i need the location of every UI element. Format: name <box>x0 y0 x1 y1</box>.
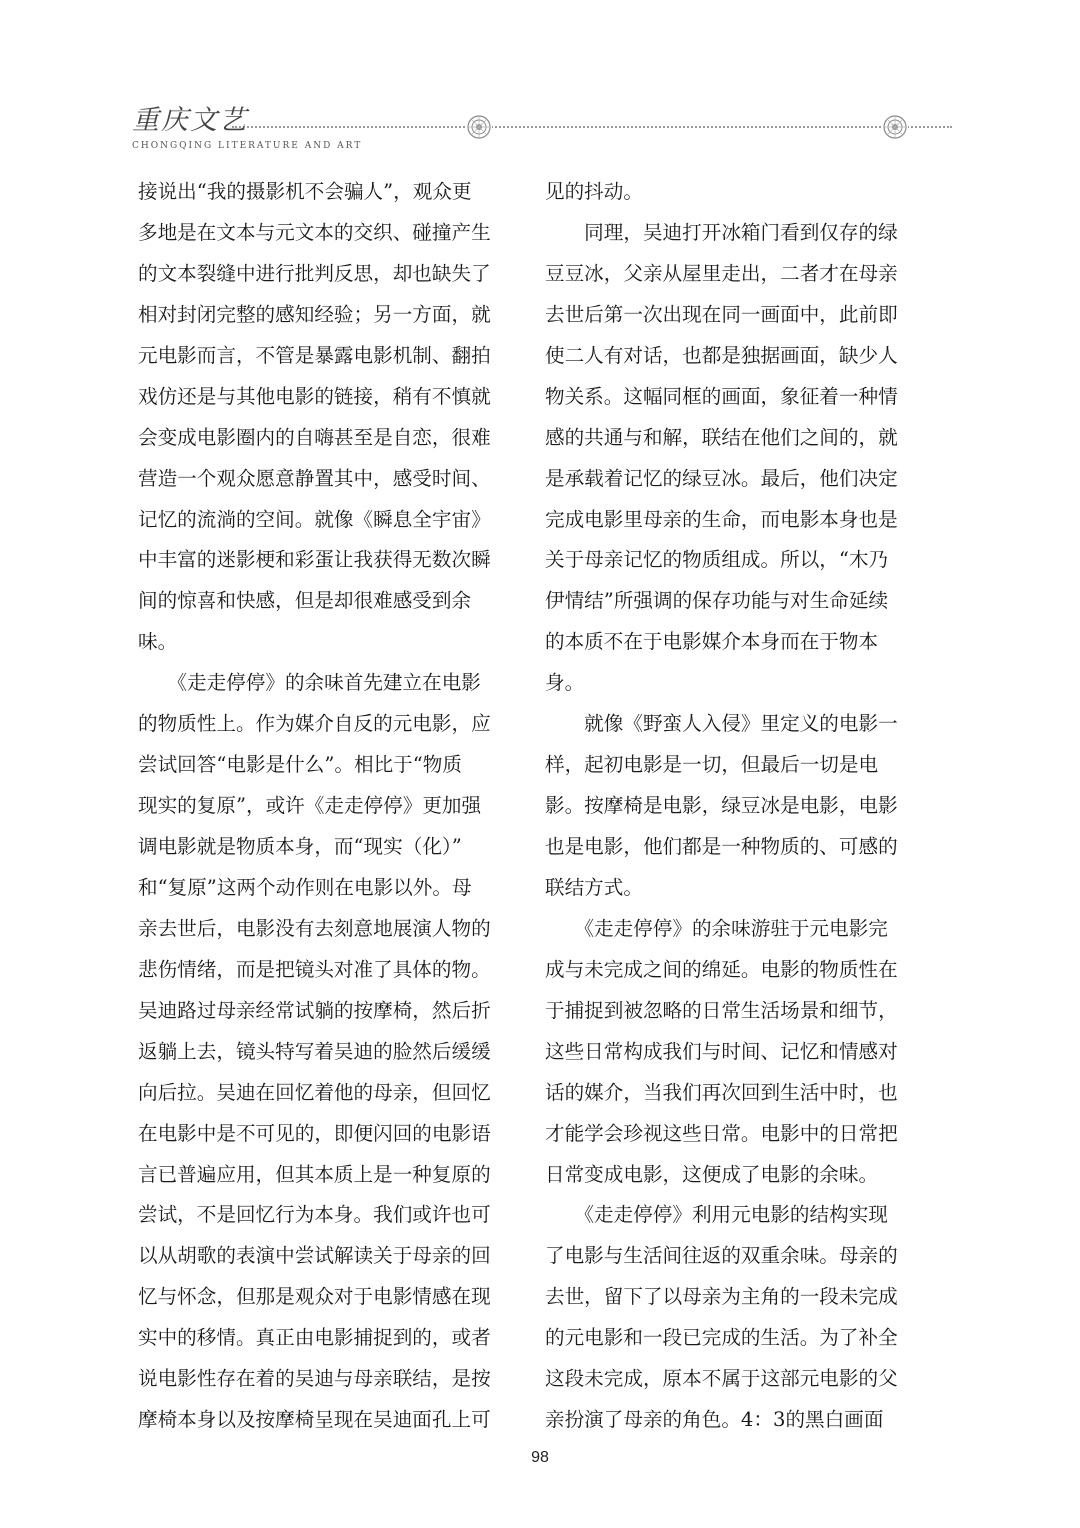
journal-logo-subtitle: CHONGQING LITERATURE AND ART <box>132 141 363 151</box>
text-line: 于捕捉到被忽略的日常生活场景和细节， <box>545 998 898 1022</box>
text-line: 亲扮演了母亲的角色。4：3的黑白画面 <box>545 1408 884 1432</box>
text-line: 同理，吴迪打开冰箱门看到仅存的绿 <box>545 220 898 244</box>
text-line: 豆豆冰，父亲从屋里走出，二者才在母亲 <box>545 261 898 285</box>
text-line: 以从胡歌的表演中尝试解读关于母亲的回 <box>138 1244 491 1268</box>
text-line: 记忆的流淌的空间。就像《瞬息全宇宙》 <box>138 507 491 531</box>
text-line: 中丰富的迷影梗和彩蛋让我获得无数次瞬 <box>138 548 491 572</box>
text-line: 戏仿还是与其他电影的链接，稍有不慎就 <box>138 384 491 408</box>
text-line: 《走走停停》利用元电影的结构实现 <box>545 1203 888 1227</box>
text-line: 的本质不在于电影媒介本身而在于物本 <box>545 630 879 654</box>
text-line: 的文本裂缝中进行批判反思，却也缺失了 <box>138 261 491 285</box>
text-line: 身。 <box>545 671 585 695</box>
text-line: 在电影中是不可见的，即便闪回的电影语 <box>138 1121 491 1145</box>
text-line: 影。按摩椅是电影，绿豆冰是电影，电影 <box>545 794 898 818</box>
text-line: 向后拉。吴迪在回忆着他的母亲，但回忆 <box>138 1080 491 1104</box>
ornament-icon <box>882 114 908 140</box>
text-line: 吴迪路过母亲经常试躺的按摩椅，然后折 <box>138 998 491 1022</box>
text-line: 忆与怀念，但那是观众对于电影情感在现 <box>138 1285 491 1309</box>
text-line: 多地是在文本与元文本的交织、碰撞产生 <box>138 220 491 244</box>
text-line: 《走走停停》的余味游驻于元电影完 <box>545 916 888 940</box>
header-dotted-rule <box>232 126 952 128</box>
text-line: 的元电影和一段已完成的生活。为了补全 <box>545 1326 898 1350</box>
text-line: 联结方式。 <box>545 875 643 899</box>
text-line: 亲去世后，电影没有去刻意地展演人物的 <box>138 916 491 940</box>
text-line: 物关系。这幅同框的画面，象征着一种情 <box>545 384 898 408</box>
text-line: 见的抖动。 <box>545 180 643 203</box>
text-line: 接说出“我的摄影机不会骗人”，观众更 <box>138 180 472 203</box>
text-line: 现实的复原”，或许《走走停停》更加强 <box>138 794 482 818</box>
text-line: 样，起初电影是一切，但最后一切是电 <box>545 753 879 777</box>
text-line: 是承载着记忆的绿豆冰。最后，他们决定 <box>545 466 898 490</box>
text-line: 去世后第一次出现在同一画面中，此前即 <box>545 302 898 326</box>
text-line: 返躺上去，镜头特写着吴迪的脸然后缓缓 <box>138 1039 491 1063</box>
text-line: 关于母亲记忆的物质组成。所以，“木乃 <box>545 548 889 572</box>
left-column <box>138 172 508 1432</box>
text-line: 言已普遍应用，但其本质上是一种复原的 <box>138 1162 491 1186</box>
text-line: 日常变成电影，这便成了电影的余味。 <box>545 1162 879 1186</box>
text-line: 也是电影，他们都是一种物质的、可感的 <box>545 835 898 858</box>
text-line: 摩椅本身以及按摩椅呈现在吴迪面孔上可 <box>138 1408 491 1432</box>
text-line: 去世，留下了以母亲为主角的一段未完成 <box>545 1285 898 1309</box>
page-header <box>132 104 952 164</box>
text-line: 成与未完成之间的绵延。电影的物质性在 <box>545 957 898 981</box>
text-line: 相对封闭完整的感知经验；另一方面，就 <box>138 302 491 326</box>
text-line: 和“复原”这两个动作则在电影以外。母 <box>138 875 472 899</box>
text-line: 伊情结”所强调的保存功能与对生命延续 <box>545 589 889 613</box>
text-line: 间的惊喜和快感，但是却很难感受到余 <box>138 589 472 613</box>
text-line: 话的媒介，当我们再次回到生活中时，也 <box>545 1080 898 1104</box>
ornament-icon <box>466 114 492 140</box>
text-line: 元电影而言，不管是暴露电影机制、翻拍 <box>138 343 491 367</box>
text-line: 的物质性上。作为媒介自反的元电影，应 <box>138 712 491 736</box>
page-number: 98 <box>531 1449 549 1466</box>
text-line: 说电影性存在着的吴迪与母亲联结，是按 <box>138 1367 491 1391</box>
text-line: 使二人有对话，也都是独据画面，缺少人 <box>545 343 898 367</box>
text-line: 了电影与生活间往返的双重余味。母亲的 <box>545 1244 898 1268</box>
journal-logo-title: 重庆文艺 <box>132 105 248 136</box>
text-line: 《走走停停》的余味首先建立在电影 <box>138 671 481 695</box>
text-line: 会变成电影圈内的自嗨甚至是自恋，很难 <box>138 425 491 449</box>
text-line: 味。 <box>138 630 178 654</box>
right-column <box>545 172 915 1432</box>
text-line: 才能学会珍视这些日常。电影中的日常把 <box>545 1121 898 1145</box>
text-line: 这些日常构成我们与时间、记忆和情感对 <box>545 1039 898 1063</box>
text-line: 感的共通与和解，联结在他们之间的，就 <box>545 425 898 449</box>
text-line: 悲伤情绪，而是把镜头对准了具体的物。 <box>138 957 491 981</box>
text-line: 就像《野蛮人入侵》里定义的电影一 <box>545 712 898 736</box>
text-line: 尝试，不是回忆行为本身。我们或许也可 <box>138 1203 491 1227</box>
text-line: 尝试回答“电影是什么”。相比于“物质 <box>138 753 462 777</box>
text-line: 完成电影里母亲的生命，而电影本身也是 <box>545 507 898 531</box>
text-line: 调电影就是物质本身，而“现实（化）” <box>138 835 462 858</box>
text-line: 营造一个观众愿意静置其中，感受时间、 <box>138 466 491 490</box>
text-line: 实中的移情。真正由电影捕捉到的，或者 <box>138 1326 491 1350</box>
text-line: 这段未完成，原本不属于这部元电影的父 <box>545 1367 898 1391</box>
